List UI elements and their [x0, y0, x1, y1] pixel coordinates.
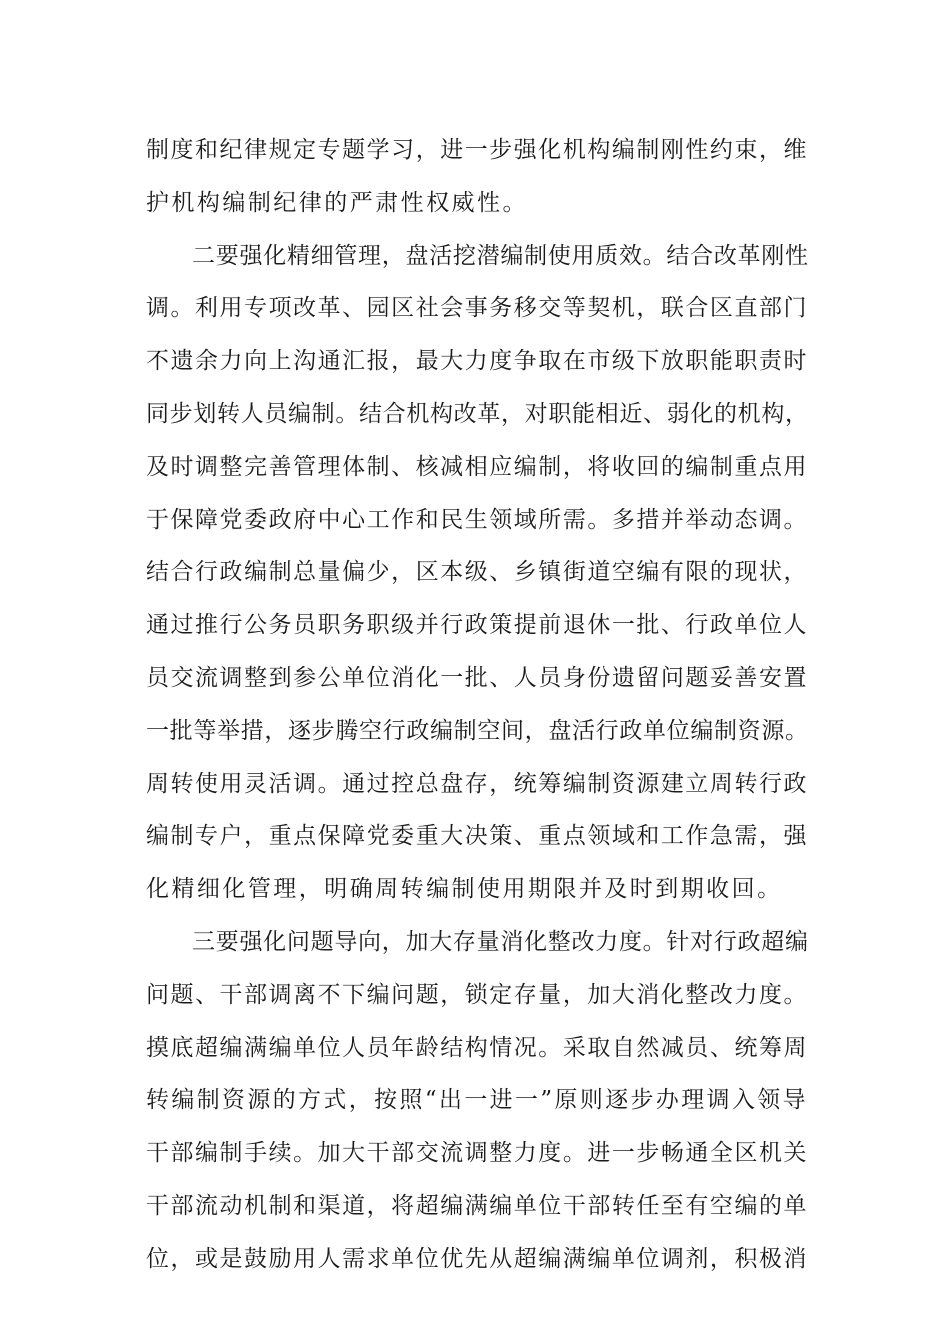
text-line — [146, 494, 808, 547]
text-line-content: 位，或是鼓励用人需求单位优先从超编满编单位调剂，积极消 — [146, 1245, 808, 1272]
text-line-content: 二要强化精细管理，盘活挖潜编制使用质效。结合改革刚性 — [192, 242, 809, 269]
text-line — [146, 124, 808, 177]
text-line — [146, 758, 808, 811]
paragraph-first-line — [146, 916, 808, 969]
text-line — [146, 863, 808, 916]
text-line-content: 于保障党委政府中心工作和民生领域所需。多措并举动态调。 — [146, 506, 808, 533]
text-line — [146, 1233, 808, 1286]
text-line — [146, 599, 808, 652]
text-line — [146, 388, 808, 441]
text-line — [146, 441, 808, 494]
text-line-content: 同步划转人员编制。结合机构改革，对职能相近、弱化的机构， — [146, 400, 809, 427]
text-line-content: 通过推行公务员职务职级并行政策提前退休一批、行政单位人 — [146, 612, 808, 639]
text-line — [146, 1180, 808, 1233]
text-line-content: 及时调整完善管理体制、核减相应编制，将收回的编制重点用 — [146, 453, 808, 480]
body-text — [146, 124, 808, 1286]
paragraph-first-line — [146, 230, 808, 283]
text-line-content: 编制专户，重点保障党委重大决策、重点领域和工作急需，强 — [146, 823, 808, 850]
text-line-content: 制度和纪律规定专题学习，进一步强化机构编制刚性约束，维 — [146, 137, 808, 163]
text-line-content: 不遗余力向上沟通汇报，最大力度争取在市级下放职能职责时 — [146, 348, 808, 375]
text-line-content: 一批等举措，逐步腾空行政编制空间，盘活行政单位编制资源。 — [146, 717, 809, 744]
text-line-content: 结合行政编制总量偏少，区本级、乡镇街道空编有限的现状， — [146, 559, 808, 586]
text-line — [146, 335, 808, 388]
text-line-content: 调。利用专项改革、园区社会事务移交等契机，联合区直部门 — [146, 295, 808, 322]
text-line-content: 三要强化问题导向，加大存量消化整改力度。针对行政超编 — [192, 928, 809, 955]
text-line-content: 化精细化管理，明确周转编制使用期限并及时到期收回。 — [146, 876, 783, 903]
text-line — [146, 1022, 808, 1075]
text-line — [146, 177, 808, 230]
text-line — [146, 969, 808, 1022]
text-line-content: 干部编制手续。加大干部交流调整力度。进一步畅通全区机关 — [146, 1140, 808, 1167]
text-line — [146, 282, 808, 335]
text-line-content: 问题、干部调离不下编问题，锁定存量，加大消化整改力度。 — [146, 981, 808, 1008]
text-line — [146, 1127, 808, 1180]
text-line-content: 摸底超编满编单位人员年龄结构情况。采取自然减员、统筹周 — [146, 1034, 808, 1061]
text-line-content: 护机构编制纪律的严肃性权威性。 — [146, 189, 528, 216]
text-line — [146, 705, 808, 758]
text-line-content: 转编制资源的方式，按照“出一进一”原则逐步办理调入领导 — [146, 1087, 808, 1114]
text-line-content: 周转使用灵活调。通过控总盘存，统筹编制资源建立周转行政 — [146, 770, 808, 797]
text-line — [146, 546, 808, 599]
text-line — [146, 810, 808, 863]
text-line-content: 干部流动机制和渠道，将超编满编单位干部转任至有空编的单 — [146, 1192, 808, 1219]
text-line-content: 员交流调整到参公单位消化一批、人员身份遗留问题妥善安置 — [146, 664, 808, 691]
text-line — [146, 652, 808, 705]
text-line — [146, 1074, 808, 1127]
